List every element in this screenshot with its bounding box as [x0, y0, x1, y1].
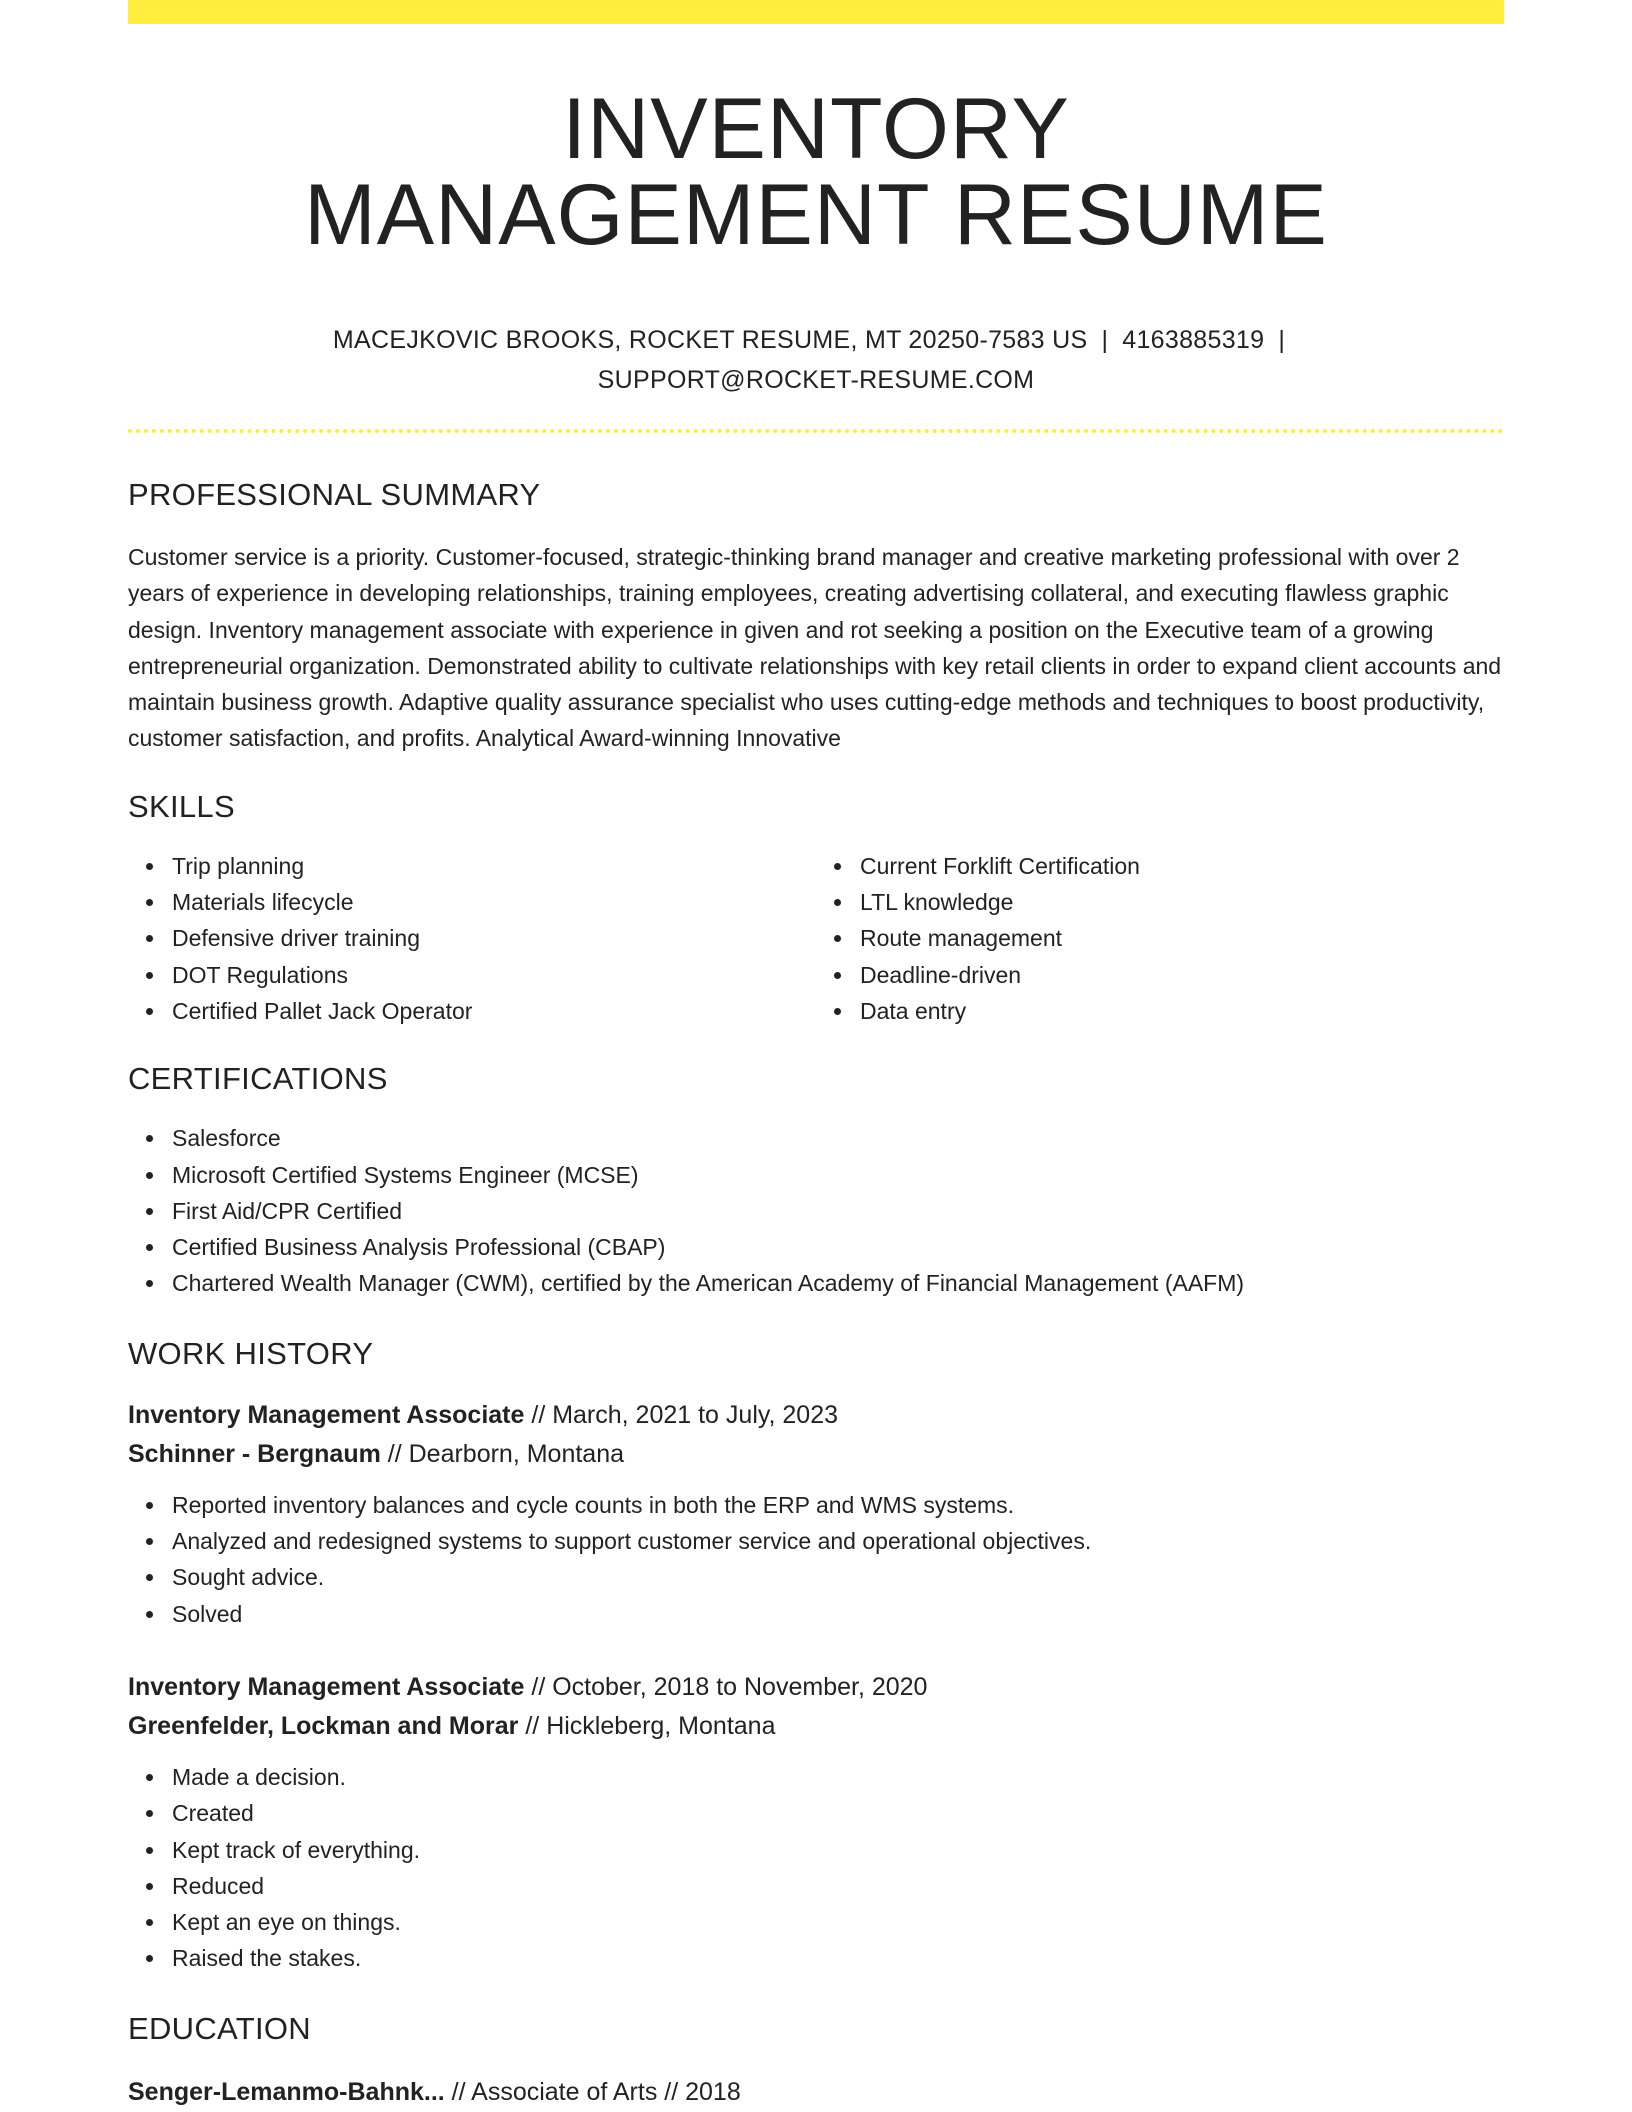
- job-bullet: Sought advice.: [172, 1559, 1504, 1595]
- resume-title: [128, 81, 1504, 263]
- job-title: Inventory Management Associate: [128, 1400, 525, 1429]
- certifications-list: [128, 1120, 1504, 1301]
- professional-summary-section: [128, 477, 1504, 757]
- job-bullet: Kept an eye on things.: [172, 1904, 1504, 1940]
- skills-section: [128, 789, 1504, 1029]
- education-school: Senger-Lemanmo-Bahnk...: [128, 2077, 445, 2106]
- skill-item: Certified Pallet Jack Operator: [172, 993, 816, 1029]
- job-bullet: Solved: [172, 1596, 1504, 1632]
- job-bullets: [128, 1487, 1504, 1632]
- job-company: Schinner - Bergnaum: [128, 1439, 381, 1468]
- certification-item: Chartered Wealth Manager (CWM), certified by the American Academy of Financial Management (AAFM): [172, 1265, 1504, 1301]
- job-dates: // March, 2021 to July, 2023: [524, 1400, 839, 1429]
- job-title: Inventory Management Associate: [128, 1672, 525, 1701]
- contact-email: SUPPORT@ROCKET-RESUME.COM: [597, 366, 1035, 394]
- title-line-1: INVENTORY: [562, 81, 1070, 177]
- skills-grid: [128, 848, 1504, 1029]
- certification-item: First Aid/CPR Certified: [172, 1193, 1504, 1229]
- skills-list-left: [128, 848, 816, 1029]
- skill-item: Data entry: [860, 993, 1504, 1029]
- contact-line-2: [128, 360, 1504, 400]
- dotted-divider: [128, 429, 1504, 433]
- title-line-2: MANAGEMENT RESUME: [304, 167, 1328, 263]
- job-bullet: Reported inventory balances and cycle counts in both the ERP and WMS systems.: [172, 1487, 1504, 1523]
- contact-separator: |: [1278, 326, 1286, 354]
- work-history-section: [128, 1336, 1504, 1977]
- education-section: [128, 2011, 1504, 2112]
- job-company-line: [128, 1435, 1504, 1474]
- certification-item: Certified Business Analysis Professional (CBAP): [172, 1229, 1504, 1265]
- section-heading: PROFESSIONAL SUMMARY: [128, 477, 541, 512]
- job-company: Greenfelder, Lockman and Morar: [128, 1711, 519, 1740]
- certification-item: Salesforce: [172, 1120, 1504, 1156]
- job-bullets: [128, 1759, 1504, 1977]
- skill-item: Trip planning: [172, 848, 816, 884]
- job-company-line: [128, 1707, 1504, 1746]
- skill-item: Materials lifecycle: [172, 884, 816, 920]
- summary-text: Customer service is a priority. Customer-focused, strategic-thinking brand manager and creative marketing professional with over 2 years of experience in developing relationships, training employees, creating advertising collateral, and executing flawless graphic design. Inventory management associate with experience in given and rot seeking a position on the Executive team of a growing entrepreneurial organization. Demonstrated ability to cultivate relationships with key retail clients in order to expand client accounts and maintain business growth. Adaptive quality assurance specialist who uses cutting-edge methods and techniques to boost productivity, customer satisfaction, and profits. Analytical Award-winning Innovative: [128, 544, 1502, 752]
- education-entry: [128, 2073, 1504, 2112]
- job-bullet: Reduced: [172, 1868, 1504, 1904]
- job-location: // Hickleberg, Montana: [518, 1711, 776, 1740]
- certifications-section: [128, 1061, 1504, 1301]
- job-bullet: Raised the stakes.: [172, 1940, 1504, 1976]
- skill-item: Current Forklift Certification: [860, 848, 1504, 884]
- contact-address: MACEJKOVIC BROOKS, ROCKET RESUME, MT 20250-7583 US: [332, 326, 1088, 354]
- skill-item: LTL knowledge: [860, 884, 1504, 920]
- skills-list-right: [816, 848, 1504, 1029]
- resume-page: [128, 0, 1504, 2112]
- section-heading: EDUCATION: [128, 2010, 311, 2046]
- section-heading: SKILLS: [128, 788, 235, 824]
- top-accent-bar: [128, 0, 1504, 24]
- contact-line-1: [128, 320, 1504, 360]
- education-degree: // Associate of Arts // 2018: [444, 2077, 741, 2106]
- job-dates: // October, 2018 to November, 2020: [524, 1672, 928, 1701]
- job-entry: [128, 1668, 1504, 1977]
- contact-separator: |: [1101, 326, 1109, 354]
- job-bullet: Kept track of everything.: [172, 1832, 1504, 1868]
- skill-item: Route management: [860, 920, 1504, 956]
- job-location: // Dearborn, Montana: [380, 1439, 625, 1468]
- job-entry: [128, 1396, 1504, 1632]
- section-heading: WORK HISTORY: [128, 1335, 374, 1371]
- job-bullet: Made a decision.: [172, 1759, 1504, 1795]
- skill-item: DOT Regulations: [172, 957, 816, 993]
- contact-phone: 4163885319: [1122, 326, 1265, 354]
- job-title-line: [128, 1668, 1504, 1707]
- section-heading: CERTIFICATIONS: [128, 1061, 388, 1097]
- skill-item: Defensive driver training: [172, 920, 816, 956]
- certification-item: Microsoft Certified Systems Engineer (MCSE): [172, 1157, 1504, 1193]
- job-title-line: [128, 1396, 1504, 1435]
- contact-info: [128, 320, 1504, 400]
- skill-item: Deadline-driven: [860, 957, 1504, 993]
- job-bullet: Analyzed and redesigned systems to support customer service and operational objectives.: [172, 1523, 1504, 1559]
- job-bullet: Created: [172, 1795, 1504, 1831]
